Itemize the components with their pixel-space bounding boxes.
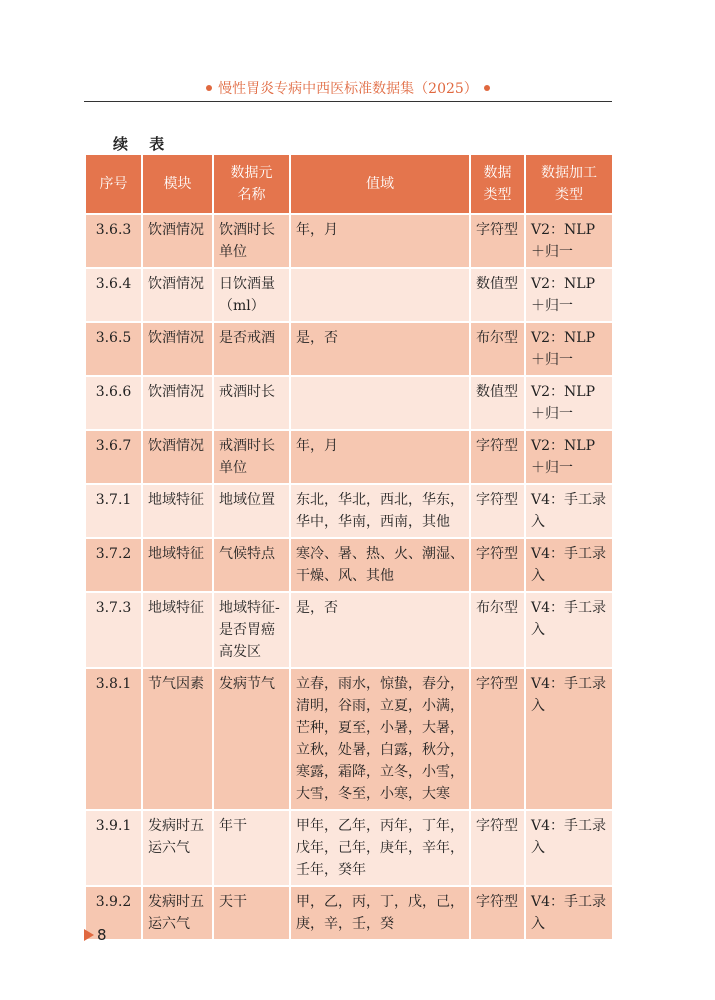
data-table bbox=[86, 155, 612, 939]
continued-label: 续 表 bbox=[113, 135, 173, 153]
table-row bbox=[86, 592, 612, 668]
cell-module: 发病时五运六气 bbox=[142, 886, 213, 939]
cell-seq: 3.6.5 bbox=[86, 322, 142, 376]
header-col-processing-type: 数据加工 类型 bbox=[525, 155, 612, 214]
cell-element-name: 饮酒时长单位 bbox=[213, 214, 290, 268]
bullet-dot-icon bbox=[484, 85, 490, 91]
running-header bbox=[84, 78, 612, 100]
cell-data-type: 字符型 bbox=[470, 484, 525, 538]
cell-element-name: 戒酒时长 bbox=[213, 376, 290, 430]
cell-value-domain: 年，月 bbox=[290, 430, 470, 484]
cell-element-name: 发病节气 bbox=[213, 668, 290, 810]
header-col-value-domain: 值域 bbox=[290, 155, 470, 214]
cell-element-name: 气候特点 bbox=[213, 538, 290, 592]
table-row bbox=[86, 268, 612, 322]
cell-module: 发病时五运六气 bbox=[142, 810, 213, 886]
cell-data-type: 字符型 bbox=[470, 886, 525, 939]
cell-data-type: 数值型 bbox=[470, 268, 525, 322]
cell-processing-type: V4：手工录入 bbox=[525, 668, 612, 810]
cell-data-type: 布尔型 bbox=[470, 592, 525, 668]
cell-processing-type: V2：NLP＋归一 bbox=[525, 214, 612, 268]
cell-element-name: 天干 bbox=[213, 886, 290, 939]
cell-seq: 3.7.2 bbox=[86, 538, 142, 592]
table-body bbox=[86, 214, 612, 939]
cell-seq: 3.7.3 bbox=[86, 592, 142, 668]
table-row bbox=[86, 886, 612, 939]
cell-value-domain: 甲年，乙年，丙年，丁年，戊年，己年，庚年，辛年，壬年，癸年 bbox=[290, 810, 470, 886]
cell-seq: 3.7.1 bbox=[86, 484, 142, 538]
header-col-data-type: 数据 类型 bbox=[470, 155, 525, 214]
cell-module: 饮酒情况 bbox=[142, 376, 213, 430]
cell-module: 饮酒情况 bbox=[142, 430, 213, 484]
book-title: 慢性胃炎专病中西医标准数据集（2025） bbox=[218, 81, 478, 97]
cell-value-domain: 年，月 bbox=[290, 214, 470, 268]
cell-value-domain bbox=[290, 268, 470, 322]
cell-data-type: 数值型 bbox=[470, 376, 525, 430]
table-row bbox=[86, 322, 612, 376]
cell-value-domain: 甲，乙，丙，丁，戊，己，庚，辛，壬，癸 bbox=[290, 886, 470, 939]
cell-processing-type: V2：NLP＋归一 bbox=[525, 430, 612, 484]
cell-module: 地域特征 bbox=[142, 538, 213, 592]
cell-seq: 3.6.7 bbox=[86, 430, 142, 484]
header-col-seq: 序号 bbox=[86, 155, 142, 214]
cell-value-domain: 寒冷、暑、热、火、潮湿、干燥、风、其他 bbox=[290, 538, 470, 592]
table-row bbox=[86, 430, 612, 484]
cell-seq: 3.6.4 bbox=[86, 268, 142, 322]
cell-module: 饮酒情况 bbox=[142, 268, 213, 322]
cell-processing-type: V2：NLP＋归一 bbox=[525, 322, 612, 376]
cell-value-domain: 东北，华北，西北，华东，华中，华南，西南，其他 bbox=[290, 484, 470, 538]
cell-module: 饮酒情况 bbox=[142, 214, 213, 268]
table-row bbox=[86, 810, 612, 886]
cell-seq: 3.6.6 bbox=[86, 376, 142, 430]
cell-processing-type: V2：NLP＋归一 bbox=[525, 268, 612, 322]
cell-data-type: 字符型 bbox=[470, 538, 525, 592]
bullet-dot-icon bbox=[206, 85, 212, 91]
cell-data-type: 布尔型 bbox=[470, 322, 525, 376]
cell-element-name: 日饮酒量（ml） bbox=[213, 268, 290, 322]
cell-seq: 3.9.1 bbox=[86, 810, 142, 886]
table-row bbox=[86, 668, 612, 810]
cell-data-type: 字符型 bbox=[470, 214, 525, 268]
cell-processing-type: V4：手工录入 bbox=[525, 484, 612, 538]
cell-processing-type: V4：手工录入 bbox=[525, 810, 612, 886]
table-row bbox=[86, 214, 612, 268]
page-marker-triangle-icon bbox=[84, 929, 94, 941]
cell-data-type: 字符型 bbox=[470, 668, 525, 810]
cell-element-name: 戒酒时长单位 bbox=[213, 430, 290, 484]
header-rule bbox=[84, 101, 612, 102]
cell-module: 地域特征 bbox=[142, 592, 213, 668]
page-number: 8 bbox=[97, 926, 107, 944]
cell-element-name: 地域位置 bbox=[213, 484, 290, 538]
cell-element-name: 年干 bbox=[213, 810, 290, 886]
table-row bbox=[86, 484, 612, 538]
table-row bbox=[86, 538, 612, 592]
cell-module: 饮酒情况 bbox=[142, 322, 213, 376]
cell-value-domain bbox=[290, 376, 470, 430]
cell-data-type: 字符型 bbox=[470, 810, 525, 886]
cell-element-name: 地域特征-是否胃癌高发区 bbox=[213, 592, 290, 668]
header-col-element-name: 数据元 名称 bbox=[213, 155, 290, 214]
cell-element-name: 是否戒酒 bbox=[213, 322, 290, 376]
cell-value-domain: 立春，雨水，惊蛰，春分，清明，谷雨，立夏，小满，芒种，夏至，小暑，大暑，立秋，处暑，白露，秋分，寒露，霜降，立冬，小雪，大雪，冬至，小寒，大寒 bbox=[290, 668, 470, 810]
cell-module: 地域特征 bbox=[142, 484, 213, 538]
cell-seq: 3.9.2 bbox=[86, 886, 142, 939]
table-header-row bbox=[86, 155, 612, 214]
header-col-module: 模块 bbox=[142, 155, 213, 214]
table-row bbox=[86, 376, 612, 430]
cell-processing-type: V4：手工录入 bbox=[525, 592, 612, 668]
cell-module: 节气因素 bbox=[142, 668, 213, 810]
cell-processing-type: V2：NLP＋归一 bbox=[525, 376, 612, 430]
cell-data-type: 字符型 bbox=[470, 430, 525, 484]
cell-value-domain: 是，否 bbox=[290, 322, 470, 376]
cell-processing-type: V4：手工录入 bbox=[525, 538, 612, 592]
cell-seq: 3.8.1 bbox=[86, 668, 142, 810]
cell-seq: 3.6.3 bbox=[86, 214, 142, 268]
cell-processing-type: V4：手工录入 bbox=[525, 886, 612, 939]
page-footer bbox=[84, 926, 107, 944]
cell-value-domain: 是，否 bbox=[290, 592, 470, 668]
